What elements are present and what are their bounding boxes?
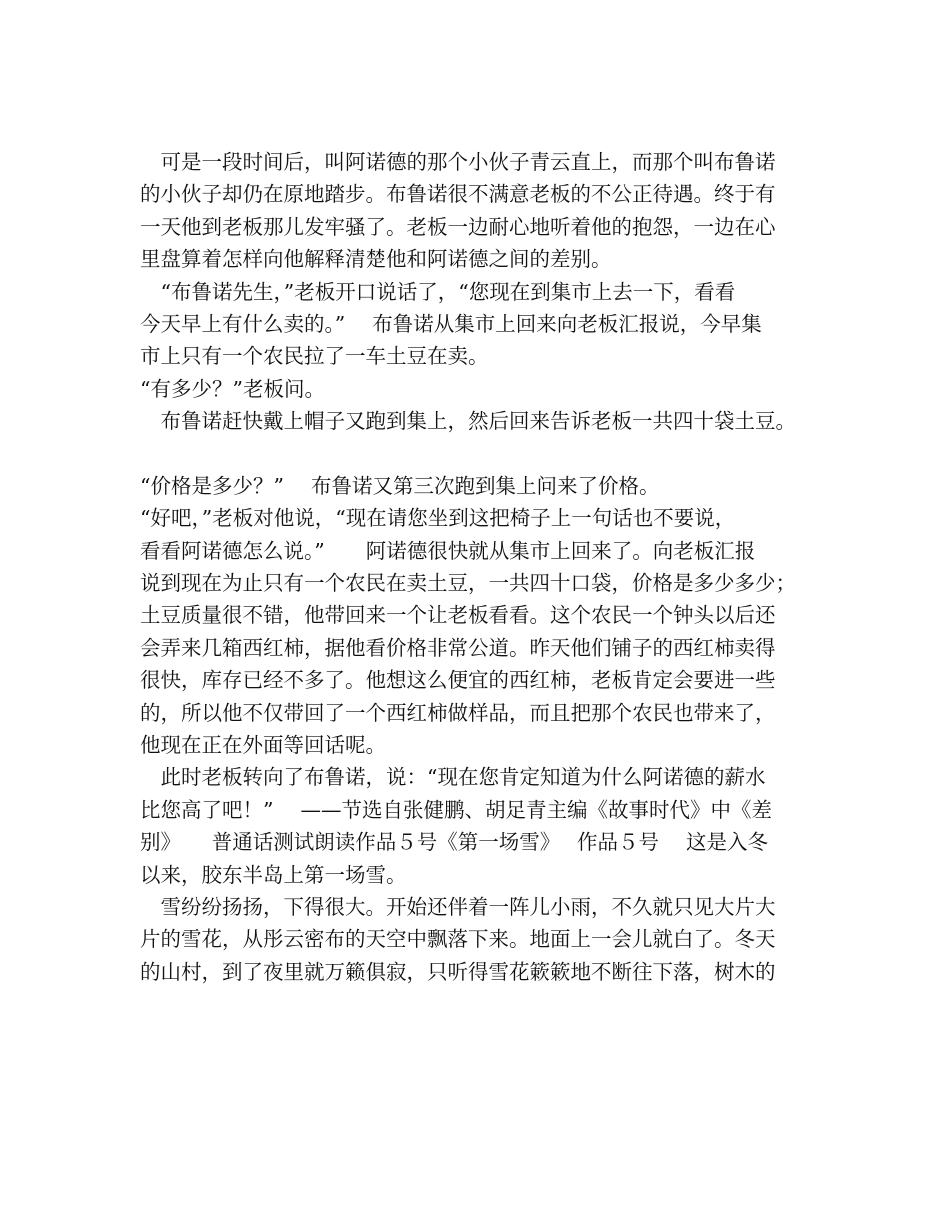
text-line: 一天他到老板那儿发牢骚了。老板一边耐心地听着他的抱怨，一边在心 [140, 214, 776, 239]
text-line: 他现在正在外面等回话呢。 [140, 733, 386, 758]
text-line: 比您高了吧！” ——节选自张健鹏、胡足青主编《故事时代》中《差 [140, 797, 772, 822]
text-line: 片的雪花，从彤云密布的天空中飘落下来。地面上一会儿就白了。冬天 [140, 927, 776, 952]
text-line: 别》 普通话测试朗读作品５号《第一场雪》 作品５号 这是入冬 [140, 830, 769, 855]
text-line: 今天早上有什么卖的。” 布鲁诺从集市上回来向老板汇报说，今早集 [140, 311, 762, 336]
text-line: 说到现在为止只有一个农民在卖土豆，一共四十口袋，价格是多少多少； [140, 571, 796, 596]
text-line: 以来，胶东半岛上第一场雪。 [140, 862, 407, 887]
text-line: 布鲁诺赶快戴上帽子又跑到集上，然后回来告诉老板一共四十袋土豆。 [140, 409, 796, 434]
blank-line [140, 438, 830, 470]
text-line: “好吧，”老板对他说，“现在请您坐到这把椅子上一句话也不要说， [140, 506, 736, 531]
text-line: 可是一段时间后，叫阿诺德的那个小伙子青云直上，而那个叫布鲁诺 [140, 150, 776, 174]
text-line: 土豆质量很不错，他带回来一个让老板看看。这个农民一个钟头以后还 [140, 603, 776, 628]
text-line: 里盘算着怎样向他解释清楚他和阿诺德之间的差别。 [140, 247, 612, 272]
text-line: 很快，库存已经不多了。他想这么便宜的西红柿，老板肯定会要进一些 [140, 668, 776, 693]
text-line: 的山村，到了夜里就万籁俱寂，只听得雪花簌簌地不断往下落，树木的 [140, 959, 776, 984]
text-line: 的，所以他不仅带回了一个西红柿做样品，而且把那个农民也带来了， [140, 700, 776, 725]
text-line: 雪纷纷扬扬，下得很大。开始还伴着一阵儿小雨，不久就只见大片大 [140, 894, 776, 919]
text-line: 看看阿诺德怎么说。” 阿诺德很快就从集市上回来了。向老板汇报 [140, 538, 756, 563]
text-line: 会弄来几箱西红柿，据他看价格非常公道。昨天他们铺子的西红柿卖得 [140, 635, 776, 660]
text-line: “布鲁诺先生，”老板开口说话了，“您现在到集市上去一下，看看 [140, 279, 736, 304]
text-line: 的小伙子却仍在原地踏步。布鲁诺很不满意老板的不公正待遇。终于有 [140, 182, 776, 207]
text-line: “有多少？”老板问。 [140, 376, 325, 401]
text-line: 此时老板转向了布鲁诺，说：“现在您肯定知道为什么阿诺德的薪水 [140, 765, 766, 790]
body-text [140, 146, 830, 988]
text-line: 市上只有一个农民拉了一车土豆在卖。 [140, 344, 489, 369]
text-line: “价格是多少？” 布鲁诺又第三次跑到集上问来了价格。 [140, 473, 660, 498]
